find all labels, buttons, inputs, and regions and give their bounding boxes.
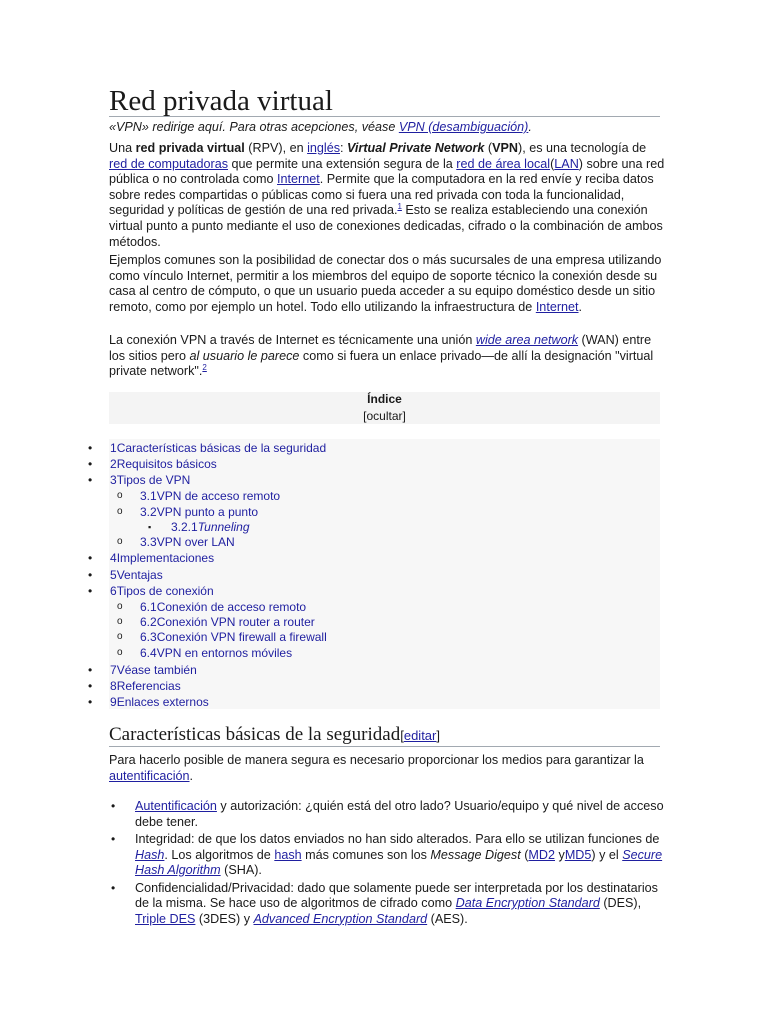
hatnote bbox=[109, 119, 669, 135]
toc-toggle-button[interactable]: [ocultar] bbox=[363, 409, 406, 423]
toc-bullet: o bbox=[117, 631, 123, 642]
hatnote-end: . bbox=[528, 120, 532, 134]
hatnote-disambiguation-link[interactable]: VPN (desambiguación) bbox=[398, 120, 529, 134]
toc-bullet: • bbox=[88, 551, 93, 565]
toc-item[interactable] bbox=[117, 505, 259, 519]
toc-number: 6.1 bbox=[140, 600, 157, 614]
link-red-de-computadoras[interactable]: red de computadoras bbox=[109, 156, 229, 171]
link-data-encryption-standard[interactable]: Data Encryption Standard bbox=[455, 896, 600, 910]
toc-bullet: o bbox=[117, 601, 123, 612]
link-triple-des[interactable]: Triple DES bbox=[135, 911, 196, 926]
text: (WAN) entre los sitios pero bbox=[109, 333, 652, 363]
text: ( bbox=[520, 847, 529, 862]
toc-bullet: • bbox=[88, 679, 93, 693]
text: que permite una extensión segura de la bbox=[228, 156, 457, 171]
security-bullet-list bbox=[109, 799, 669, 929]
text: (SHA). bbox=[220, 863, 262, 877]
bold-term: red privada virtual bbox=[135, 141, 245, 155]
text: Para hacerlo posible de manera segura es necesario proporcionar los medios para garantizar la bbox=[109, 753, 644, 767]
toc-item[interactable] bbox=[88, 473, 191, 487]
text: (RPV), en bbox=[244, 141, 308, 155]
toc-label: Enlaces externos bbox=[116, 695, 209, 709]
toc-bullet: • bbox=[88, 695, 93, 709]
text: . bbox=[189, 768, 194, 783]
toc-item[interactable] bbox=[88, 441, 327, 455]
text: . Permite que la computadora en la red envíe y reciba datos sobre redes compartidas o públicas como si fuera una red privada con toda la funcionalidad, seguridad y políticas de gestión de una red privada. bbox=[109, 172, 654, 218]
text: (DES), bbox=[599, 896, 642, 910]
toc-number: 8 bbox=[110, 679, 117, 693]
text: ), es una tecnología de bbox=[518, 141, 647, 155]
toc-bullet: o bbox=[117, 536, 123, 547]
toc-item[interactable] bbox=[117, 630, 327, 644]
toc-number: 3.3 bbox=[140, 535, 157, 549]
toc-number: 6.4 bbox=[140, 646, 157, 660]
text: ) sobre una red pública o no controlada como bbox=[109, 156, 665, 187]
text: La conexión VPN a través de Internet es técnicamente una unión bbox=[109, 333, 476, 347]
text: Esto se realiza estableciendo una conexión virtual punto a punto mediante el uso de conexiones dedicadas, cifrado o la combinación de ambos métodos. bbox=[109, 203, 663, 249]
toc-label: VPN punto a punto bbox=[156, 505, 259, 519]
link-md5[interactable]: MD5 bbox=[564, 847, 592, 862]
toc-bullet: • bbox=[88, 568, 93, 582]
toc-label: VPN en entornos móviles bbox=[156, 646, 293, 660]
text: como si fuera un enlace privado—de allí la designación "virtual private network". bbox=[109, 348, 654, 379]
text: Integridad: de que los datos enviados no han sido alterados. Para ello se utilizan funciones de bbox=[135, 832, 660, 846]
toc-title: Índice bbox=[367, 392, 402, 406]
intro-paragraph-3 bbox=[109, 333, 665, 380]
text: . bbox=[578, 299, 583, 314]
link-autentificacion[interactable]: autentificación bbox=[109, 768, 190, 783]
section-heading-text: Características básicas de la seguridad bbox=[109, 724, 401, 745]
link-internet[interactable]: Internet bbox=[535, 299, 579, 314]
toc-label: Conexión VPN firewall a firewall bbox=[156, 630, 327, 644]
hatnote-text: «VPN» redirige aquí. Para otras acepciones, véase bbox=[109, 120, 399, 134]
toc-number: 3.2 bbox=[140, 505, 157, 519]
text: y autorización: ¿quién está del otro lado? Usuario/equipo y qué nivel de acceso debe tener. bbox=[135, 799, 664, 829]
link-hash[interactable]: Hash bbox=[135, 847, 165, 862]
intro-paragraph-2 bbox=[109, 253, 665, 315]
toc-label: Conexión de acceso remoto bbox=[156, 600, 307, 614]
reference-1-link[interactable]: 1 bbox=[397, 202, 402, 212]
toc-item[interactable] bbox=[117, 600, 307, 614]
bullet-dot: • bbox=[111, 880, 116, 895]
toc-number: 9 bbox=[110, 695, 117, 709]
toc-number: 6.2 bbox=[140, 615, 157, 629]
text: (AES). bbox=[427, 911, 468, 926]
bullet-dot: • bbox=[111, 799, 116, 813]
edit-bracket-close: ] bbox=[436, 728, 440, 743]
toc-bullet: o bbox=[117, 506, 123, 517]
toc-item[interactable] bbox=[88, 695, 209, 709]
toc-item[interactable] bbox=[88, 663, 197, 677]
toc-number: 3 bbox=[110, 473, 117, 487]
toc-number: 3.2.1 bbox=[171, 520, 198, 534]
list-item bbox=[109, 799, 669, 830]
list-item bbox=[109, 832, 669, 879]
toc-item[interactable] bbox=[88, 551, 215, 565]
toc-bullet: ▪ bbox=[148, 522, 152, 532]
link-ingles[interactable]: inglés bbox=[307, 141, 340, 155]
toc-label: Requisitos básicos bbox=[116, 457, 217, 471]
toc-number: 3.1 bbox=[140, 489, 157, 503]
toc-item[interactable] bbox=[117, 615, 315, 629]
toc-item[interactable] bbox=[88, 679, 181, 693]
link-hash-lower[interactable]: hash bbox=[274, 847, 302, 862]
reference-2-link[interactable]: 2 bbox=[202, 363, 207, 372]
toc-number: 2 bbox=[110, 457, 117, 471]
italic-text: Message Digest bbox=[430, 847, 521, 862]
italic-text: al usuario le parece bbox=[189, 348, 300, 363]
toc-label: Tipos de conexión bbox=[116, 584, 214, 598]
toc-bullet: • bbox=[88, 457, 93, 471]
text: ) y el bbox=[591, 847, 623, 862]
text: Una bbox=[109, 141, 136, 155]
toc-item[interactable] bbox=[88, 568, 163, 582]
toc-bullet: • bbox=[88, 441, 93, 455]
toc-label: VPN de acceso remoto bbox=[156, 489, 281, 503]
link-md2[interactable]: MD2 bbox=[528, 847, 556, 862]
link-lan[interactable]: LAN bbox=[554, 156, 579, 171]
toc-header bbox=[109, 392, 660, 424]
toc-item[interactable] bbox=[117, 535, 235, 549]
link-internet[interactable]: Internet bbox=[277, 172, 320, 187]
toc-bullet: o bbox=[117, 490, 123, 501]
bold-acronym: VPN bbox=[492, 141, 519, 155]
toc-label: Véase también bbox=[116, 663, 197, 677]
toc-number: 6.3 bbox=[140, 630, 157, 644]
toc-number: 6 bbox=[110, 584, 117, 598]
toc-label: Conexión VPN router a router bbox=[156, 615, 315, 629]
toc-number: 5 bbox=[110, 568, 117, 582]
toc-item[interactable] bbox=[117, 489, 281, 503]
toc-label: Características básicas de la seguridad bbox=[116, 441, 327, 455]
toc-item[interactable] bbox=[148, 520, 250, 534]
toc-item[interactable] bbox=[88, 584, 214, 598]
link-advanced-encryption-standard[interactable]: Advanced Encryption Standard bbox=[253, 911, 428, 926]
toc-number: 1 bbox=[110, 441, 117, 455]
section-paragraph bbox=[109, 753, 665, 784]
toc-bullet: • bbox=[88, 663, 93, 677]
text: Confidencialidad/Privacidad: dado que solamente puede ser interpretada por los destinatarios de la misma. Se hace uso de algoritmos de cifrado como bbox=[135, 880, 658, 910]
toc-label: VPN over LAN bbox=[156, 535, 235, 549]
bullet-dot: • bbox=[111, 832, 116, 846]
page-title: Red privada virtual bbox=[109, 84, 660, 117]
toc-label: Ventajas bbox=[116, 568, 163, 582]
intro-paragraph-1 bbox=[109, 141, 665, 250]
toc-list bbox=[88, 439, 660, 709]
text: y bbox=[555, 847, 565, 862]
toc-label: Referencias bbox=[116, 679, 181, 693]
link-wide-area-network[interactable]: wide area network bbox=[475, 333, 579, 347]
toc-label: Implementaciones bbox=[116, 551, 215, 565]
toc-item[interactable] bbox=[117, 646, 293, 660]
text: ( bbox=[484, 141, 493, 155]
toc-number: 4 bbox=[110, 551, 117, 565]
toc-item[interactable] bbox=[88, 457, 217, 471]
text: (3DES) y bbox=[195, 911, 254, 926]
edit-section-control bbox=[400, 728, 440, 743]
toc-number: 7 bbox=[110, 663, 117, 677]
text: ( bbox=[550, 156, 555, 171]
toc-bullet: o bbox=[117, 616, 123, 627]
link-secure-hash-algorithm[interactable]: Secure Hash Algorithm bbox=[135, 847, 663, 877]
text: Ejemplos comunes son la posibilidad de conectar dos o más sucursales de una empresa utilizando como vínculo Internet, permitir a los miembros del equipo de soporte técnico la conexión desde su casa al centro de cómputo, o que un usuario pueda acceder a su equipo doméstico desde un sitio remoto, como por ejemplo un hotel. Todo ello utilizando la infraestructura de bbox=[109, 253, 662, 314]
edit-section-link[interactable]: editar bbox=[403, 728, 437, 743]
text: : bbox=[340, 141, 347, 155]
section-heading bbox=[109, 723, 660, 747]
toc-bullet: • bbox=[88, 584, 93, 598]
link-red-de-area-local[interactable]: red de área local bbox=[456, 156, 551, 171]
toc-bullet: • bbox=[88, 473, 93, 487]
toc-label: Tunneling bbox=[197, 520, 250, 534]
bold-italic-term: Virtual Private Network bbox=[347, 141, 485, 155]
toc-bullet: o bbox=[117, 647, 123, 658]
list-item bbox=[109, 881, 669, 928]
toc-label: Tipos de VPN bbox=[116, 473, 191, 487]
edit-bracket-open: [ bbox=[400, 728, 404, 743]
text: más comunes son los bbox=[301, 847, 431, 862]
text: . Los algoritmos de bbox=[164, 847, 275, 862]
link-autentificacion[interactable]: Autentificación bbox=[135, 799, 217, 813]
